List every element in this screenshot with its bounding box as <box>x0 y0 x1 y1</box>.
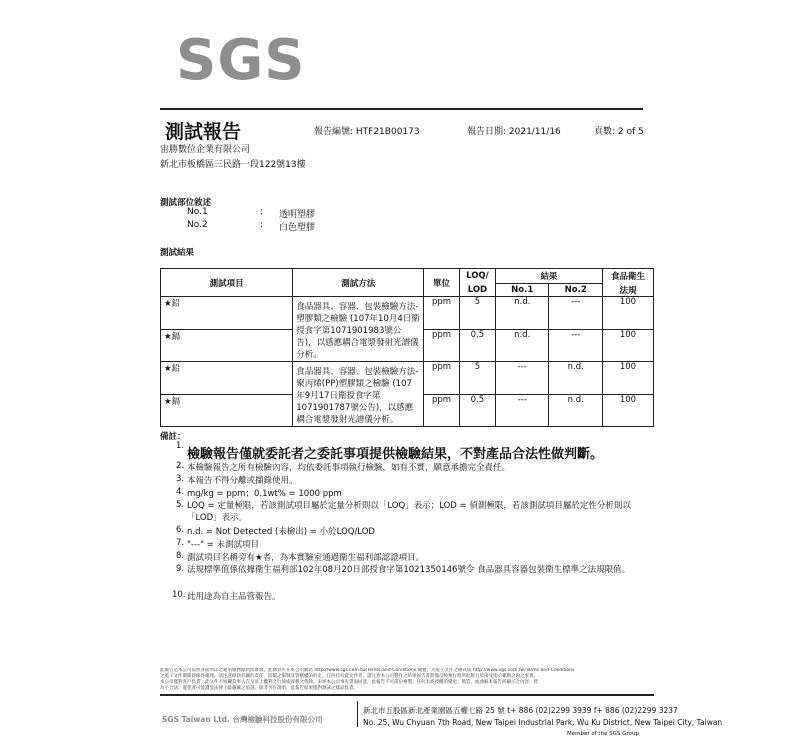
header-item: 測試項目 <box>161 269 293 297</box>
note-text-8: 測試項目名稱旁有★者，為本實驗室通過衛生福利部認證項目。 <box>187 553 425 563</box>
row-loq: 0.5 <box>459 330 495 362</box>
note-num-10: 10. <box>172 590 186 600</box>
row-no2: n.d. <box>549 394 603 427</box>
row-loq: 0.5 <box>459 394 495 427</box>
row-item: ★鉛 <box>161 362 293 395</box>
header-no1: No.1 <box>495 284 549 297</box>
terms-fine-print <box>160 668 654 692</box>
footer-divider <box>357 701 358 727</box>
note-text-3: 本報告不得分離或擷錄使用。 <box>187 476 298 486</box>
note-num-2: 2. <box>176 461 185 471</box>
results-table <box>160 268 654 427</box>
description-colon-2: : <box>260 220 264 230</box>
header-unit: 單位 <box>424 269 460 297</box>
row-no2: --- <box>549 297 603 330</box>
row-limit: 100 <box>602 330 653 362</box>
results-heading: 測試結果 <box>160 248 195 258</box>
description-text-2: 白色塑膠 <box>279 223 316 233</box>
fine-print-line: 此報告是本公司依照背面所印之通用服務條款所簽發，此條款可在本公司網站 http://www.sgs.com.tw/Terms-and-Conditions 閱覽，凡電子文件之格式依 http://www.sgs.com.tw/Terms-and-Conditions <box>160 668 575 673</box>
table-row <box>161 297 654 330</box>
note-text-6: n.d. = Not Detected (未檢出) = 小於LOQ/LOD <box>187 527 375 537</box>
row-method: 食品器具、容器、包裝檢驗方法-塑膠類之檢驗 (107年10月4日衛授食字第1071901983號公告)，以感應耦合電漿發射光譜儀分析。 <box>293 297 424 362</box>
header-limit-2: 法規 <box>602 284 653 297</box>
row-no1: n.d. <box>495 330 549 362</box>
header-method: 測試方法 <box>293 269 424 297</box>
row-item: ★鎘 <box>161 330 293 362</box>
note-num-9: 9. <box>176 564 185 574</box>
notes-heading: 備註： <box>160 432 186 442</box>
footer-address-zh: 新北市五股區新北產業園區五權七路 25 號 t+ 886 (02)2299 3939 f+ 886 (02)2299 3237 <box>363 706 678 715</box>
fine-print-line: 為不合法，違犯者可能遭受法律上最嚴厲之追訴。除非另有說明，此報告結果僅對測試之樣品負責。 <box>160 686 358 691</box>
description-id-1: No.1 <box>187 207 208 217</box>
row-item: ★鉛 <box>161 297 293 330</box>
row-no1: --- <box>495 394 549 427</box>
row-unit: ppm <box>424 362 460 395</box>
note-text-7: "---" = 未測試項目 <box>187 540 260 550</box>
note-num-4: 4. <box>176 487 185 497</box>
footer-company: SGS Taiwan Ltd. 台灣檢驗科技股份有限公司 <box>162 715 323 724</box>
row-loq: 5 <box>459 362 495 395</box>
report-number: 報告編號: HTF21B00173 <box>314 127 420 137</box>
note-num-3: 3. <box>176 474 185 484</box>
row-item: ★鎘 <box>161 394 293 427</box>
row-limit: 100 <box>602 394 653 427</box>
row-no1: n.d. <box>495 297 549 330</box>
note-text-5: LOQ = 定量極限，若該測試項目屬於定量分析則以「LOQ」表示；LOD = 偵測極限，若該測試項目屬於定性分析則以「LOD」表示。 <box>187 501 631 523</box>
note-text-1: 檢驗報告僅就委託者之委託事項提供檢驗結果，不對產品合法性做判斷。 <box>187 447 604 462</box>
row-no1: --- <box>495 362 549 395</box>
row-no2: n.d. <box>549 362 603 395</box>
footer-rule <box>160 694 654 696</box>
company-name: 宙勝數位企業有限公司 <box>160 145 251 155</box>
note-text-4: mg/kg = ppm；0.1wt% = 1000 ppm <box>187 489 342 499</box>
header-loq: LOQ/ <box>459 269 495 284</box>
note-text-9: 法規標準值係依據衛生福利部102年08月20日部授食字第1021350146號令 食品器具容器包裝衛生標準之法規限值。 <box>187 565 631 575</box>
row-unit: ppm <box>424 330 460 362</box>
note-num-1: 1. <box>176 441 185 451</box>
row-no2: --- <box>549 330 603 362</box>
report-title: 測試報告 <box>165 121 242 143</box>
note-num-5: 5. <box>176 500 185 510</box>
row-unit: ppm <box>424 394 460 427</box>
note-num-7: 7. <box>176 538 185 548</box>
note-num-6: 6. <box>176 525 185 535</box>
row-method: 食品器具、容器、包裝檢驗方法-聚丙烯(PP)塑膠類之檢驗 (107年9月17日衛授食字第1071901787號公告)，以感應耦合電漿發射光譜儀分析。 <box>293 362 424 427</box>
row-limit: 100 <box>602 297 653 330</box>
member-of-sgs: Member of the SGS Group <box>567 731 639 737</box>
header-result: 結果 <box>495 269 602 284</box>
description-heading: 測試部位敘述 <box>160 198 212 208</box>
note-text-10: 此用途為自主品管報告。 <box>187 592 281 602</box>
header-no2: No.2 <box>549 284 603 297</box>
header-limit-1: 食品衛生 <box>602 269 653 284</box>
note-text-2: 本檢驗報告之所有檢驗內容，均依委託事項執行檢驗，如有不實，願意承擔完全責任。 <box>187 463 511 473</box>
row-limit: 100 <box>602 362 653 395</box>
fine-print-line: 之電子文件期限與條件處理。請注意條款有關於責任、賠償之限制及管轄權的約定。任何持有此文件者，請注意本公司製作之結果報告書將僅反映執行時所紀錄且於接受指示範圍之內之事實。 <box>160 674 538 679</box>
footer-address-en: No. 25, Wu Chyuan 7th Road, New Taipei Industrial Park, Wu Ku District, New Taipei City, Taiwan <box>363 718 723 727</box>
company-address: 新北市板橋區三民路一段122號13樓 <box>160 160 306 170</box>
note-num-8: 8. <box>176 551 185 561</box>
header-lod: LOD <box>459 284 495 297</box>
page-number: 頁數: 2 of 5 <box>594 127 644 137</box>
description-id-2: No.2 <box>187 220 208 230</box>
description-text-1: 透明塑膠 <box>279 210 316 220</box>
fine-print-line: 本公司僅對客戶負責，此文件不妨礙當事人在交易上權利之行使或義務之免除。未經本公司事先書面同意，此報告不可部份複製。任何未經授權的變更、偽造、或曲解本報告所顯示之內容，皆 <box>160 680 538 685</box>
report-date: 報告日期: 2021/11/16 <box>467 127 561 137</box>
row-loq: 5 <box>459 297 495 330</box>
table-row <box>161 362 654 395</box>
sgs-logo: SGS <box>176 28 306 93</box>
row-unit: ppm <box>424 297 460 330</box>
description-colon-1: : <box>260 207 264 217</box>
header-rule <box>160 108 643 110</box>
